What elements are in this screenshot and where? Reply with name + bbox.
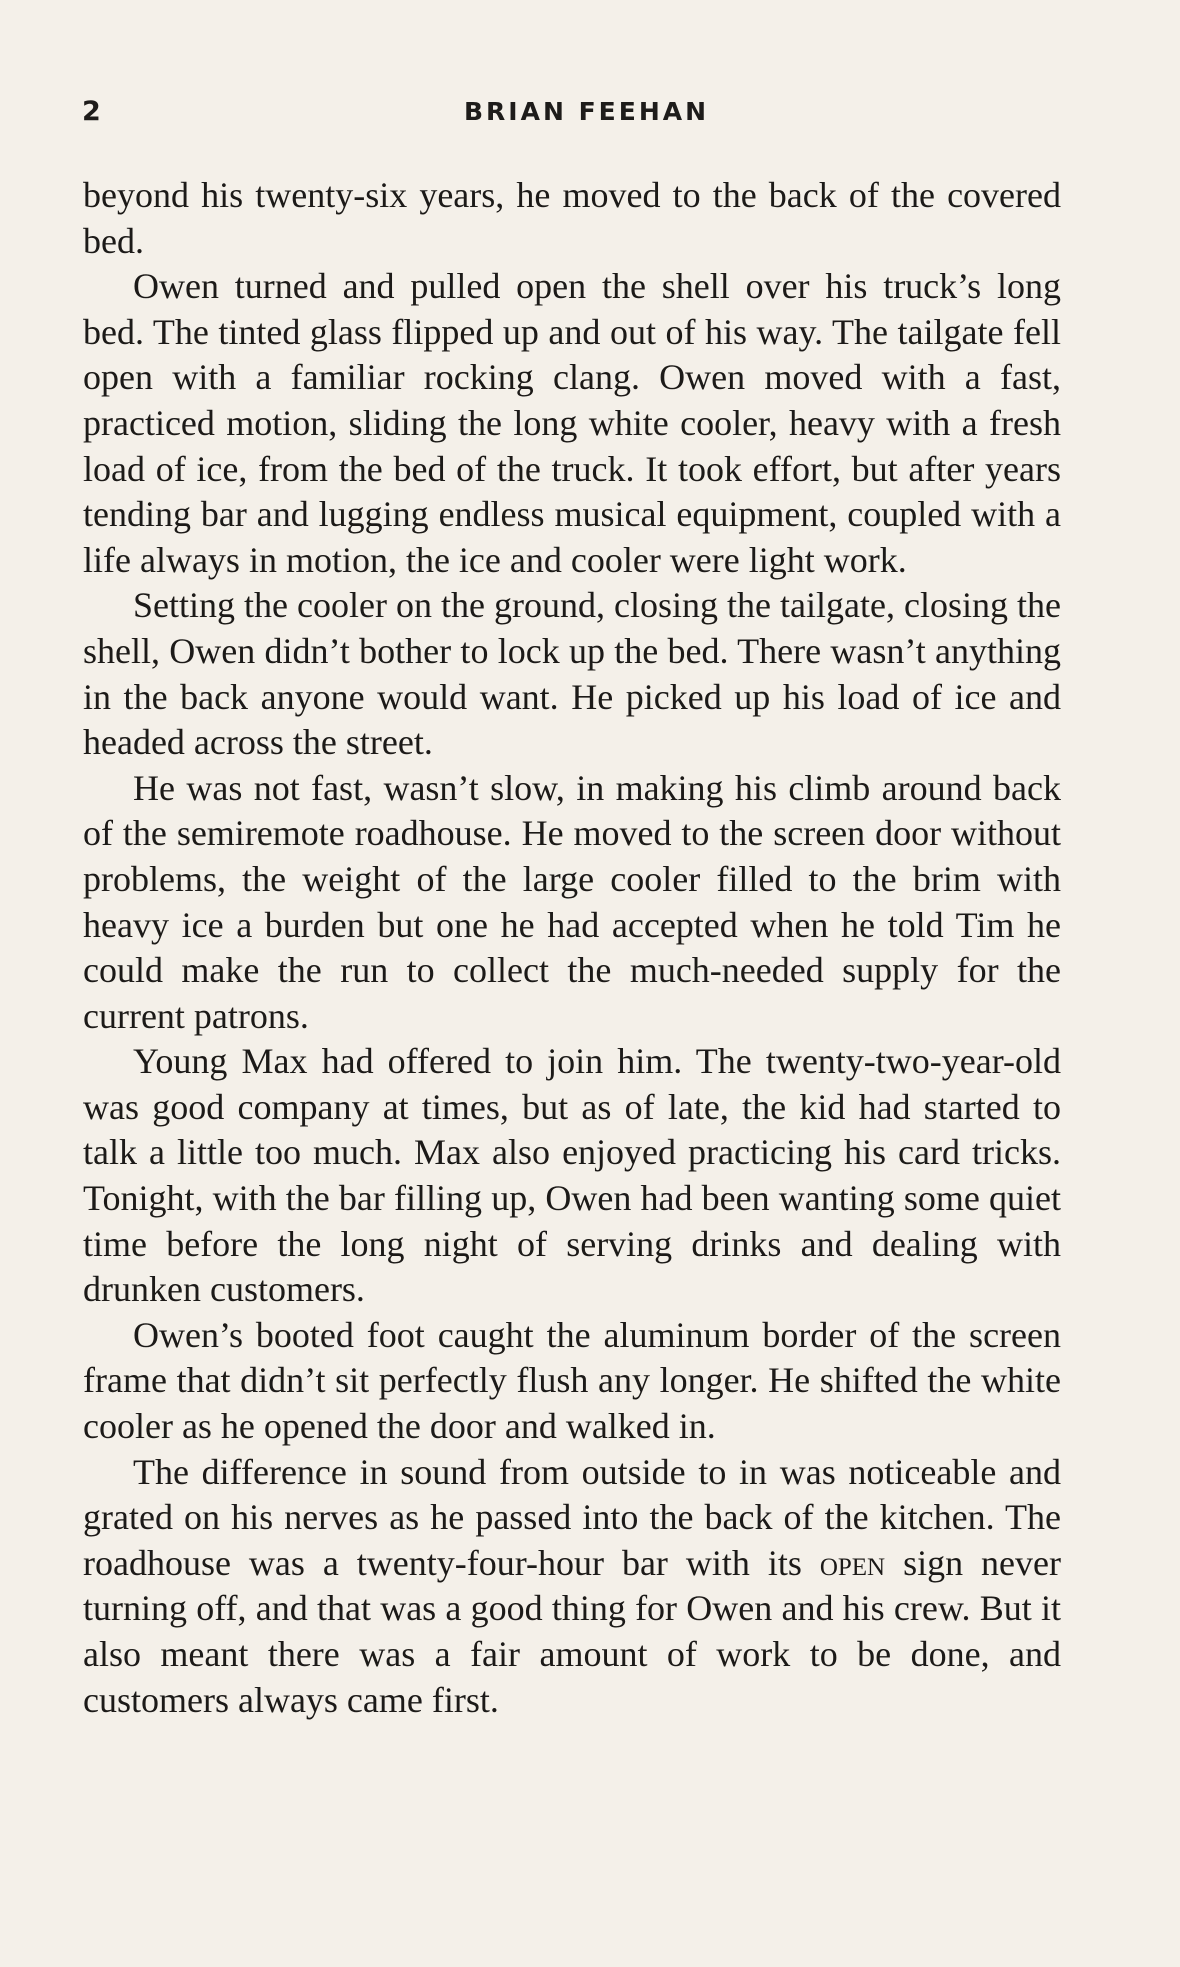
paragraph [83, 1450, 1061, 1724]
paragraph: Owen’s booted foot caught the aluminum border of the screen frame that didn’t sit perfectly flush any longer. He shifted the white cooler as he opened the door and walked in. [83, 1314, 1061, 1447]
author-name: BRIAN FEEHAN [464, 97, 710, 126]
page-number: 2 [82, 96, 101, 127]
body-text [83, 173, 1061, 1723]
paragraph: Setting the cooler on the ground, closing the tailgate, closing the shell, Owen didn’t bother to lock up the bed. There wasn’t anything in the back anyone would want. He picked up his load of ice and headed across the street. [83, 585, 1061, 763]
paragraph: Owen turned and pulled open the shell over his truck’s long bed. The tinted glass flipped up and out of his way. The tailgate fell open with a familiar rocking clang. Owen moved with a fast, practiced motion, sliding the long white cooler, heavy with a fresh load of ice, from the bed of the truck. It took effort, but after years tending bar and lugging endless musical equipment, coupled with a life always in motion, the ice and cooler were light work. [83, 266, 1061, 580]
paragraph: He was not fast, wasn’t slow, in making his climb around back of the semiremote roadhouse. He moved to the screen door without problems, the weight of the large cooler filled to the brim with heavy ice a burden but one he had accepted when he told Tim he could make the run to collect the much-needed supply for the current patrons. [83, 767, 1061, 1036]
paragraph: Young Max had offered to join him. The twenty-two-year-old was good company at times, but as of late, the kid had started to talk a little too much. Max also enjoyed practicing his card tricks. Tonight, with the bar filling up, Owen had been wanting some quiet time before the long night of serving drinks and dealing with drunken customers. [83, 1041, 1061, 1310]
paragraph-text: sign never turning off, and that was a good thing for Owen and his crew. But it also meant there was a fair amount of work to be done, and customers always came first. [83, 1542, 1061, 1720]
paragraph-text: The difference in sound from outside to in was noticeable and grated on his nerves as he passed into the back of the kitchen. The roadhouse was a twenty-four-hour bar with its [83, 1451, 1061, 1583]
open-sign-word: open [819, 1542, 886, 1583]
running-head [82, 92, 1062, 136]
paragraph: beyond his twenty-six years, he moved to the back of the covered bed. [83, 175, 1061, 261]
